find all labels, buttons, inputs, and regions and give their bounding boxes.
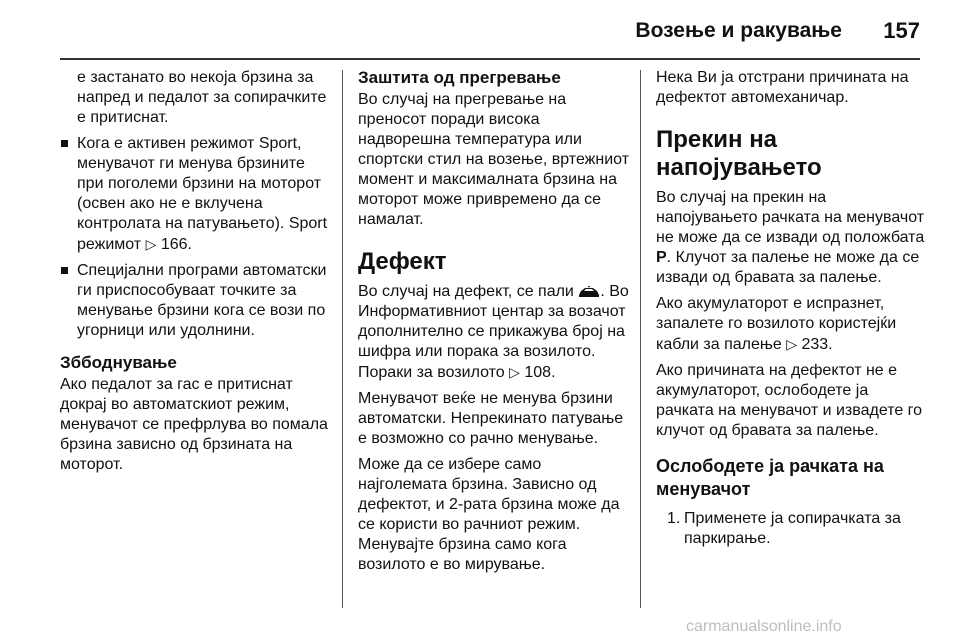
fault-text-b: Во Информативниот центар за возачот дополнително се прикажува број на шифра или порака за возилото. Пораки за возилото [358,283,629,381]
vehicle-messages-link[interactable]: 108. [524,364,556,381]
intro-paragraph: е застанато во некоја брзина за напред и педалот за сопирачките е притиснат. [77,69,327,126]
watermark: carmanualsonline.info [686,618,842,635]
column-divider-1 [342,70,343,608]
bullet-special-text: Специјални програми автоматски ги приспособуваат точките за менување брзини кога се вози по угорници или удолнини. [77,262,327,339]
sport-mode-link[interactable]: 166. [160,236,192,253]
page-reference-arrow-icon: ▷ [786,336,798,352]
fault-paragraph-2: Менувачот веќе не менува брзини автоматски. Непрекинато патување е возможно со рачно менување. [358,390,624,447]
jump-start-link[interactable]: 233. [801,336,833,353]
page-header [0,0,960,62]
column-2 [358,68,630,581]
kickdown-heading: Зббоднување [60,353,177,372]
page-number: 157 [883,18,920,43]
fault-text-a: Во случај на дефект, се пали [358,283,574,300]
header-title: Возење и ракување [635,19,842,42]
page-reference-arrow-icon: ▷ [145,236,157,252]
park-position-label: P [656,249,667,266]
power-p1-text-b: . Клучот за палење не може да се извади од бравата за палење. [656,249,920,286]
intro-paragraph: Нека Ви ја отстрани причината на дефектот автомеханичар. [656,69,909,106]
header-rule [60,58,920,60]
column-1 [60,68,330,481]
column-divider-2 [640,70,641,608]
overheat-paragraph: Во случај на прегревање на преносот поради висока надворешна температура или спортски стил на возење, вртежниот момент и максималната брзина на моторот може привремено да се намалат. [358,91,630,228]
kickdown-paragraph: Ако педалот за гас е притиснат докрај во автоматскиот режим, менувачот се префрлува во помала брзина зависно од брзината на моторот. [60,376,328,473]
power-p1-text-a: Во случај на прекин на напојувањето рачката на менувачот не може да се извади од положбата [656,189,925,246]
power-paragraph-1 [656,188,926,288]
step-1 [656,509,926,549]
page-reference-arrow-icon: ▷ [509,364,520,380]
step-number: 1. [667,510,681,527]
bullet-sport-mode [60,134,330,255]
step-text: Применете ја сопирачката за паркирање. [684,510,901,547]
fault-paragraph-3: Може да се избере само најголемата брзина. Зависно од дефектот, и 2-рата брзина може да се користи во рачниот режим. Менувајте брзина само кога возилото е во мирување. [358,456,620,573]
fault-heading: Дефект [358,248,447,275]
power-paragraph-2 [656,294,926,355]
car-service-warning-icon [578,285,600,299]
bullet-special-programs [60,261,330,341]
power-paragraph-3: Ако причината на дефектот не е акумулаторот, ослободете ја рачката на менувачот и извадете го клучот од бравата за палење. [656,362,923,439]
release-lever-heading: Ослободете ја рачката на менувачот [656,456,884,499]
power-interruption-heading: Прекин на напојувањето [656,126,822,181]
column-3 [656,68,926,549]
power-p2-text: Ако акумулаторот е испразнет, запалете го возилото користејќи кабли за палење [656,295,897,353]
bullet-sport-text: Кога е активен режимот Sport, менувачот ги менува брзините при поголеми брзини на моторот (освен ако не е вклучена контролата на патувањето). Sport режимот [77,135,328,253]
overheat-heading: Заштита од прегревање [358,68,561,87]
fault-paragraph: Во случај на дефект, се пали . Во Информативниот центар за возачот дополнително се прикажува број на шифра или порака за возилото. Пораки за возилото ▷ 108. [358,283,629,381]
